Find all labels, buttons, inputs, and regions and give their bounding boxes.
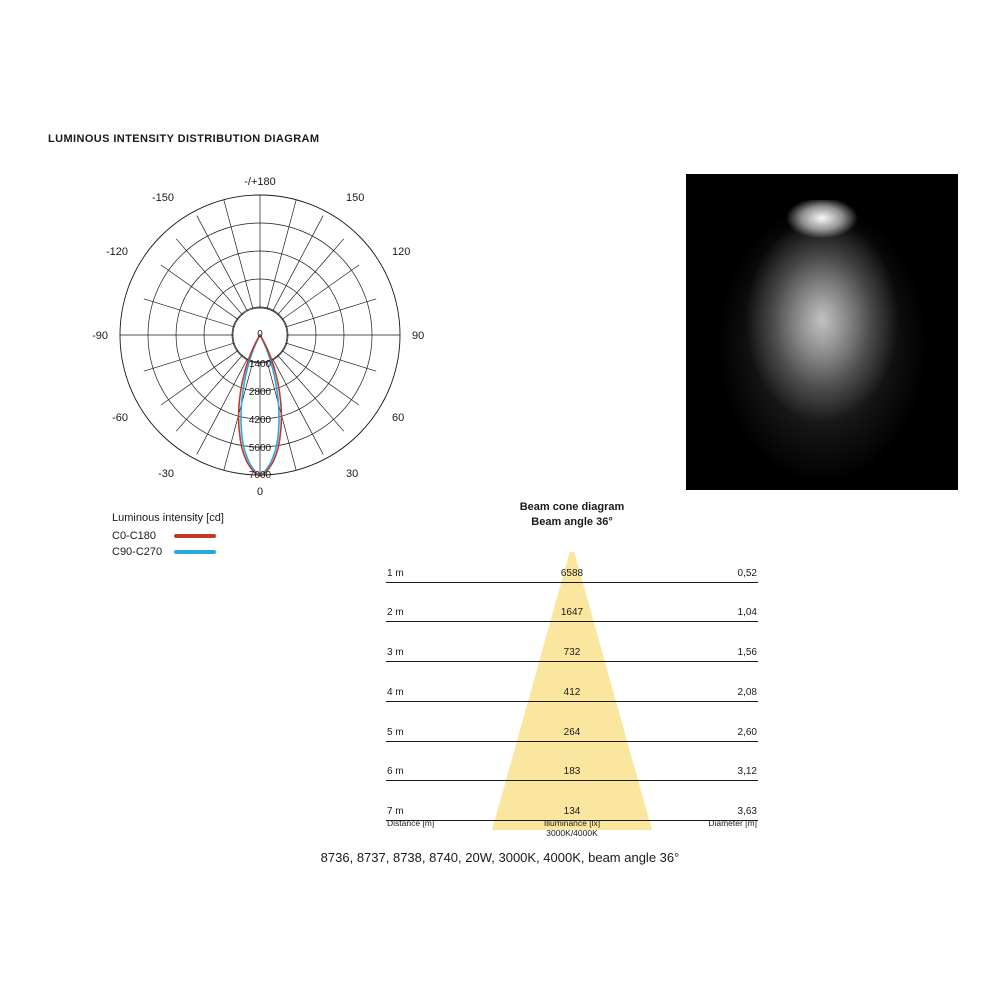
polar-ring-label: 4200 [248, 415, 272, 426]
beam-cone-row [386, 607, 758, 622]
beam-cone-row [386, 647, 758, 662]
legend-title: Luminous intensity [cd] [112, 512, 224, 524]
legend-item-c0-c180 [112, 528, 224, 544]
beam-cone-illuminance: 183 [563, 766, 581, 777]
page-title: LUMINOUS INTENSITY DISTRIBUTION DIAGRAM [48, 133, 320, 145]
beam-cone-illuminance: 412 [563, 687, 581, 698]
legend-item-c90-c270 [112, 544, 224, 560]
polar-angle-label: 90 [412, 330, 425, 342]
legend-swatch-c90-c270 [174, 550, 216, 554]
axis-label-diameter: Diameter [m] [708, 818, 757, 828]
polar-angle-label: 120 [392, 246, 411, 258]
beam-cone-distance: 2 m [387, 607, 404, 618]
beam-cone-distance: 6 m [387, 766, 404, 777]
polar-angle-label: 150 [346, 192, 365, 204]
beam-cone-title [386, 500, 758, 530]
polar-angle-label: -/+180 [244, 176, 276, 188]
beam-cone-distance: 1 m [387, 568, 404, 579]
polar-angle-label: -120 [105, 246, 128, 258]
beam-cone-distance: 5 m [387, 727, 404, 738]
beam-cone-illuminance: 732 [563, 647, 581, 658]
axis-label-illuminance [386, 818, 758, 838]
axis-label-distance: Distance [m] [387, 818, 435, 828]
legend [112, 512, 224, 560]
beam-cone-diameter: 2,60 [737, 727, 757, 738]
beam-cone-diagram [386, 500, 758, 838]
beam-cone-row [386, 568, 758, 583]
beam-cone-illuminance: 134 [563, 806, 581, 817]
beam-cone-diameter: 3,63 [737, 806, 757, 817]
legend-item-label: C0-C180 [112, 530, 157, 542]
beam-cone-illuminance: 6588 [560, 568, 584, 579]
beam-cone-diameter: 3,12 [737, 766, 757, 777]
axis-label-illuminance-line1: Illuminance [lx] [543, 818, 601, 828]
beam-cone-axis-labels [386, 818, 758, 840]
beam-cone-title-line2: Beam angle 36° [531, 516, 613, 528]
polar-angle-label: -150 [151, 192, 174, 204]
beam-cone-row [386, 687, 758, 702]
polar-ring-label: 1400 [248, 359, 272, 370]
polar-center-label: 0 [257, 329, 263, 340]
beam-photo [686, 174, 958, 490]
beam-cone-row [386, 727, 758, 742]
beam-cone-title-line1: Beam cone diagram [519, 501, 625, 513]
beam-cone-distance: 3 m [387, 647, 404, 658]
beam-cone-diameter: 1,04 [737, 607, 757, 618]
polar-angle-label: -60 [112, 412, 128, 424]
polar-ring-label: 5600 [248, 443, 272, 454]
beam-cone-illuminance: 1647 [560, 607, 584, 618]
beam-cone-illuminance: 264 [563, 727, 581, 738]
axis-label-illuminance-line2: 3000K/4000K [546, 828, 598, 838]
polar-ring-label: 2800 [248, 387, 272, 398]
legend-swatch-c0-c180 [174, 534, 216, 538]
polar-angle-label: 30 [346, 468, 359, 480]
beam-cone-diameter: 0,52 [737, 568, 757, 579]
polar-angle-label: 60 [392, 412, 405, 424]
polar-angle-label: -30 [158, 468, 174, 480]
beam-glow [692, 200, 952, 490]
polar-diagram-svg [60, 165, 480, 505]
beam-cone-diameter: 1,56 [737, 647, 757, 658]
beam-cone-diameter: 2,08 [737, 687, 757, 698]
polar-ring-label: 7000 [248, 470, 272, 481]
polar-diagram [60, 165, 480, 505]
beam-cone-distance: 4 m [387, 687, 404, 698]
beam-cone-distance: 7 m [387, 806, 404, 817]
polar-angle-label: -90 [92, 330, 108, 342]
polar-angle-label-bottom: 0 [256, 486, 264, 498]
beam-cone-plot [386, 552, 758, 830]
legend-item-label: C90-C270 [112, 546, 163, 558]
beam-cone-row [386, 766, 758, 781]
figure-caption: 8736, 8737, 8738, 8740, 20W, 3000K, 4000K, beam angle 36° [320, 850, 680, 865]
